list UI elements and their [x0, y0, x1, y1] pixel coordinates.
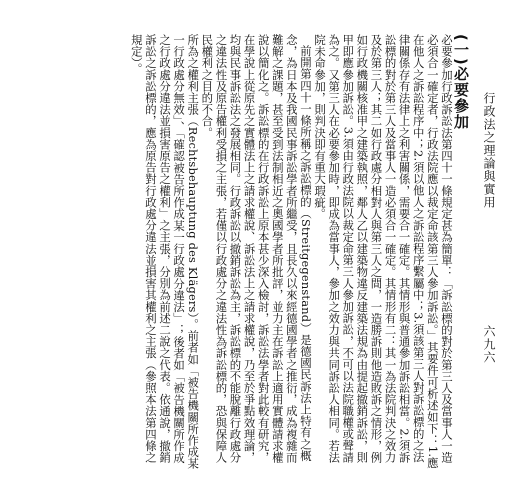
- running-header: 行政法之理論與實用: [482, 92, 496, 209]
- paragraph-1: 必要參加行政訴訟法第四十一條規定甚為簡單：「訴訟標的對於第三人及當事人一造必須合一確定者，行政法院應以裁定命該第三人參加訴訟。」其要件可析述如下：1.應在他人之訴訟程序中；2.須以他人之訴訟程序繫屬中；3.須該第三人對訴訟標的之法律關係存有法律上之利害關係，需要合一確定。其情形與普通參加訴訟相當。2.須訴訟標的對於第三人及當事人一造必須合一確定。其情形有二：其一為法院判決之效力及於第三人；其二如行政處分相對人與第三人之間，一造勝訴則他造敗訴之情形，例如行政機關核准甲之建築執照，鄰人乙以建築物違反建築法規為由提起撤銷訴訟，則甲即應參加訴訟。3.須由行政法院以裁定命第三人參加訴訟，不可以法院職權或聲請為之。又第三人在必要參加時，即成為當事人，參加之效力與共同訴訟人相同。若法院未命參加，則判決即有重大瑕疵。: [313, 34, 454, 469]
- body-text: [60, 34, 470, 472]
- section-title: (一)必要參加: [452, 34, 470, 130]
- paragraph-3: 所為之權利主張（Rechtsbehauptung des Klägers）。前者如「被告機關所作成某一行政處分無效」、「確認被告所作成某一行政處分違法」；後者如「被告機關所作成之行政處分違法並損害原告之權利」之主張，分別為前述二說之代表。依通說，撤銷訴訟之訴訟標的，應為原告對行政處分違法並損害其權利之主張（參照本法第四條之規定）。: [129, 34, 201, 470]
- page-number: 六九六: [482, 325, 496, 364]
- paragraph-2: 前開第四十一條所稱之訴訟標的（Streitgegenstand）是德國民訴法上特有之概念，為日本及我國民事訴訟學者所繼受，且長久以來經德國學者之推衍，成為複雜而難解之課題，甚至受到法制相近之奧國學者所批評，並力主在訴訟上適用實體請求權說以簡化之。訴訟標的在行政訴訟上原本甚少深入檢討，訴訟法學者對此較有研究，在學說上從原先之實體法上之請求權說、訴訟法上之請求權說，乃至於爭點效理論，均與民事訴訟法之發展相同。行政訴訟以撤銷訴訟為主，訴訟標的不能脫離行政處分之違法性及原告權利受損之主張，若僅以行政處分之違法性為訴訟標的，恐與保障人民權利之目的不合。: [200, 34, 313, 464]
